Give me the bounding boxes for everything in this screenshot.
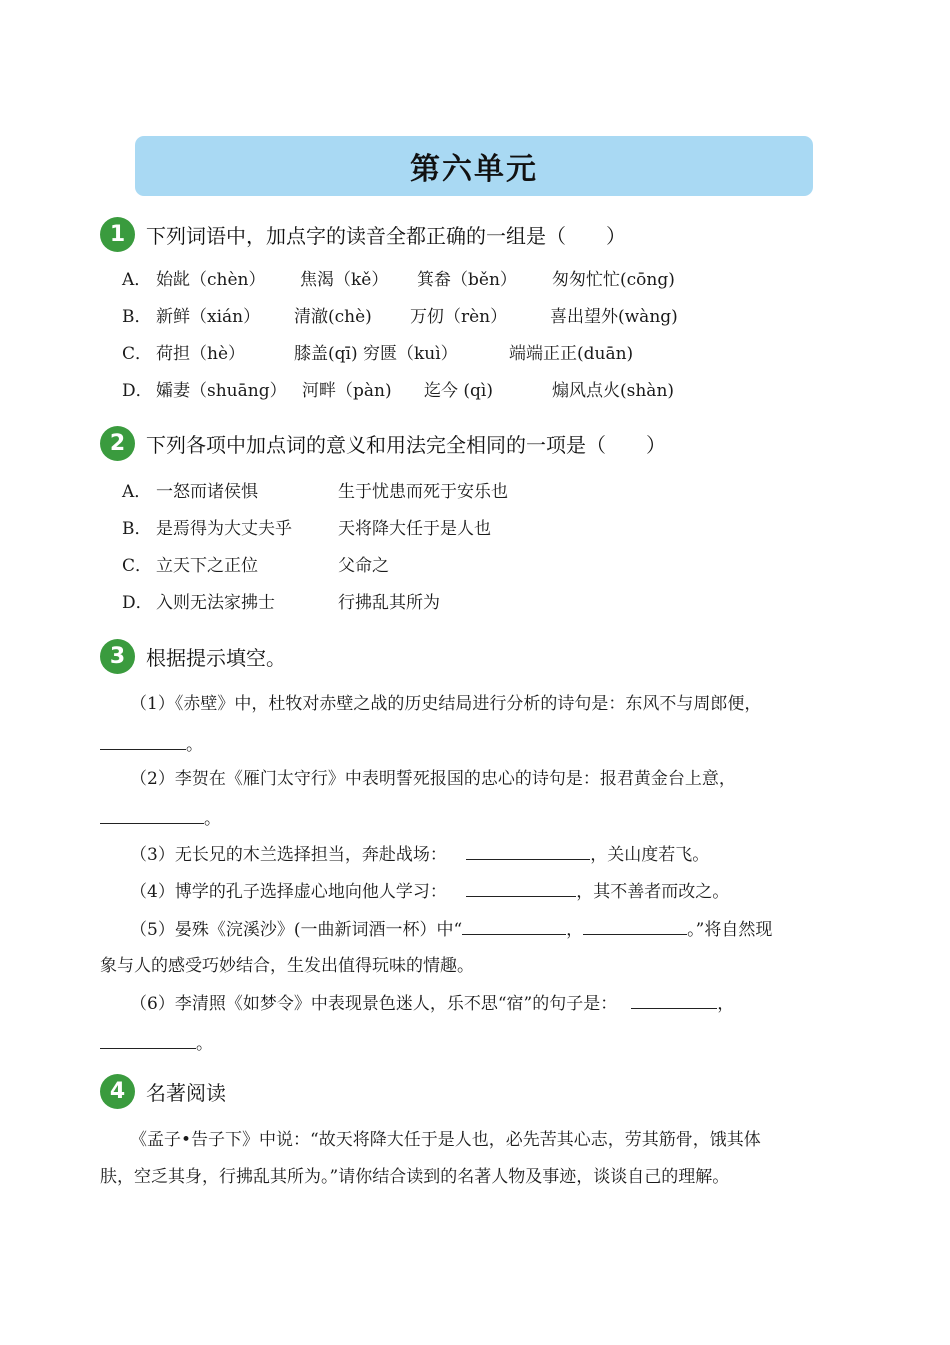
fill-item-sep: ， (717, 994, 735, 1014)
answer-blank[interactable] (466, 841, 590, 860)
option-item: 孀妻（shuāng） (156, 381, 287, 401)
option-item: 箕畚（běn） (417, 270, 517, 290)
fill-item-6 (130, 990, 882, 1017)
option-item: 煽风点火(shàn) (552, 381, 675, 401)
option-item: 喜出望外(wàng) (550, 307, 678, 327)
option-label: B． (122, 519, 152, 539)
answer-blank[interactable] (466, 878, 576, 897)
option-phrase-b: 行拂乱其所为 (338, 593, 440, 613)
option-item: 新鲜（xián） (156, 307, 261, 327)
fill-item-end: 。 (196, 1034, 213, 1054)
fill-item-2-answer (100, 805, 852, 832)
option-phrase-a: 入则无法家拂士 (156, 593, 275, 613)
fill-item-end: 。”将自然现 (687, 920, 773, 940)
option-item: 荷担（hè） (156, 344, 246, 364)
option-label: C． (122, 556, 153, 576)
fill-item-text: 象与人的感受巧妙结合，生发出值得玩味的情趣。 (100, 956, 474, 976)
option-item: 焦渴（kě） (300, 270, 389, 290)
answer-blank[interactable] (583, 916, 687, 935)
unit-title: 第六单元 (410, 152, 538, 187)
question-text: 名著阅读 (146, 1080, 226, 1105)
option-label: B． (122, 307, 152, 327)
option-phrase-a: 一怒而诸侯惧 (156, 482, 258, 502)
fill-item-5-continued (100, 953, 852, 979)
option-label: A． (122, 270, 152, 290)
reading-prompt-text: 《孟子•告子下》中说：“故天将降大任于是人也，必先苦其心志，劳其筋骨，饿其体 (130, 1130, 761, 1150)
fill-item-end: ，其不善者而改之。 (576, 882, 730, 902)
question-text: 下列词语中，加点字的读音全都正确的一组是（ ） (146, 223, 626, 248)
question-text: 根据提示填空。 (146, 645, 286, 670)
fill-item-end: 。 (186, 735, 203, 755)
fill-item-6-answer (100, 1030, 852, 1057)
answer-blank[interactable] (100, 1030, 196, 1049)
fill-item-4 (130, 878, 882, 905)
option-phrase-b: 父命之 (338, 556, 389, 576)
fill-item-text: （2）李贺在《雁门太守行》中表明誓死报国的忠心的诗句是：报君黄金台上意， (130, 769, 736, 789)
option-phrase-b: 天将降大任于是人也 (338, 519, 491, 539)
reading-prompt-line (130, 1127, 882, 1153)
fill-item-end: ，关山度若飞。 (590, 845, 710, 865)
question-number-badge: 4 (100, 1074, 135, 1109)
option-phrase-b: 生于忧患而死于安乐也 (338, 482, 508, 502)
fill-item-text: （5）晏殊《浣溪沙》(一曲新词酒一杯）中“ (130, 920, 463, 940)
unit-title-banner (135, 136, 813, 196)
option-item: 端端正正(duān) (509, 344, 634, 364)
fill-item-text: （6）李清照《如梦令》中表现景色迷人，乐不思“宿”的句子是： (130, 994, 618, 1014)
fill-item-sep: ， (566, 920, 584, 940)
option-item: 膝盖(qī) 穷匮（kuì） (294, 344, 458, 364)
option-label: D． (122, 381, 153, 401)
answer-blank[interactable] (100, 731, 186, 750)
option-label: D． (122, 593, 153, 613)
option-phrase-a: 立天下之正位 (156, 556, 258, 576)
question-number-badge: 2 (100, 426, 135, 461)
fill-item-text: （4）博学的孔子选择虚心地向他人学习： (130, 882, 447, 902)
option-item: 迄今 (qì) (424, 381, 493, 401)
question-4-header (100, 1073, 226, 1109)
option-item: 清澈(chè) (294, 307, 372, 327)
question-2-header (100, 425, 666, 461)
question-3-header (100, 638, 286, 674)
question-number-badge: 1 (100, 217, 135, 252)
option-label: C． (122, 344, 153, 364)
option-item: 河畔（pàn) (302, 381, 392, 401)
reading-prompt-line (100, 1164, 852, 1190)
fill-item-1 (130, 691, 882, 717)
fill-item-5 (130, 916, 882, 943)
fill-item-end: 。 (204, 809, 221, 829)
option-label: A． (122, 482, 152, 502)
fill-item-2 (130, 766, 882, 792)
option-phrase-a: 是焉得为大丈夫乎 (156, 519, 292, 539)
fill-item-text: （3）无长兄的木兰选择担当，奔赴战场： (130, 845, 447, 865)
fill-item-text: （1）《赤壁》中，杜牧对赤壁之战的历史结局进行分析的诗句是：东风不与周郎便， (130, 694, 762, 714)
fill-item-1-answer (100, 731, 852, 758)
option-item: 万仞（rèn） (410, 307, 508, 327)
answer-blank[interactable] (462, 916, 566, 935)
reading-prompt-text: 肤，空乏其身，行拂乱其所为。”请你结合读到的名著人物及事迹，谈谈自己的理解。 (100, 1167, 730, 1187)
option-item: 匆匆忙忙(cōng) (552, 270, 675, 290)
answer-blank[interactable] (631, 990, 717, 1009)
question-1-header (100, 216, 626, 252)
option-item: 始龀（chèn） (156, 270, 266, 290)
question-number-badge: 3 (100, 639, 135, 674)
question-text: 下列各项中加点词的意义和用法完全相同的一项是（ ） (146, 432, 666, 457)
answer-blank[interactable] (100, 805, 204, 824)
fill-item-3 (130, 841, 882, 868)
